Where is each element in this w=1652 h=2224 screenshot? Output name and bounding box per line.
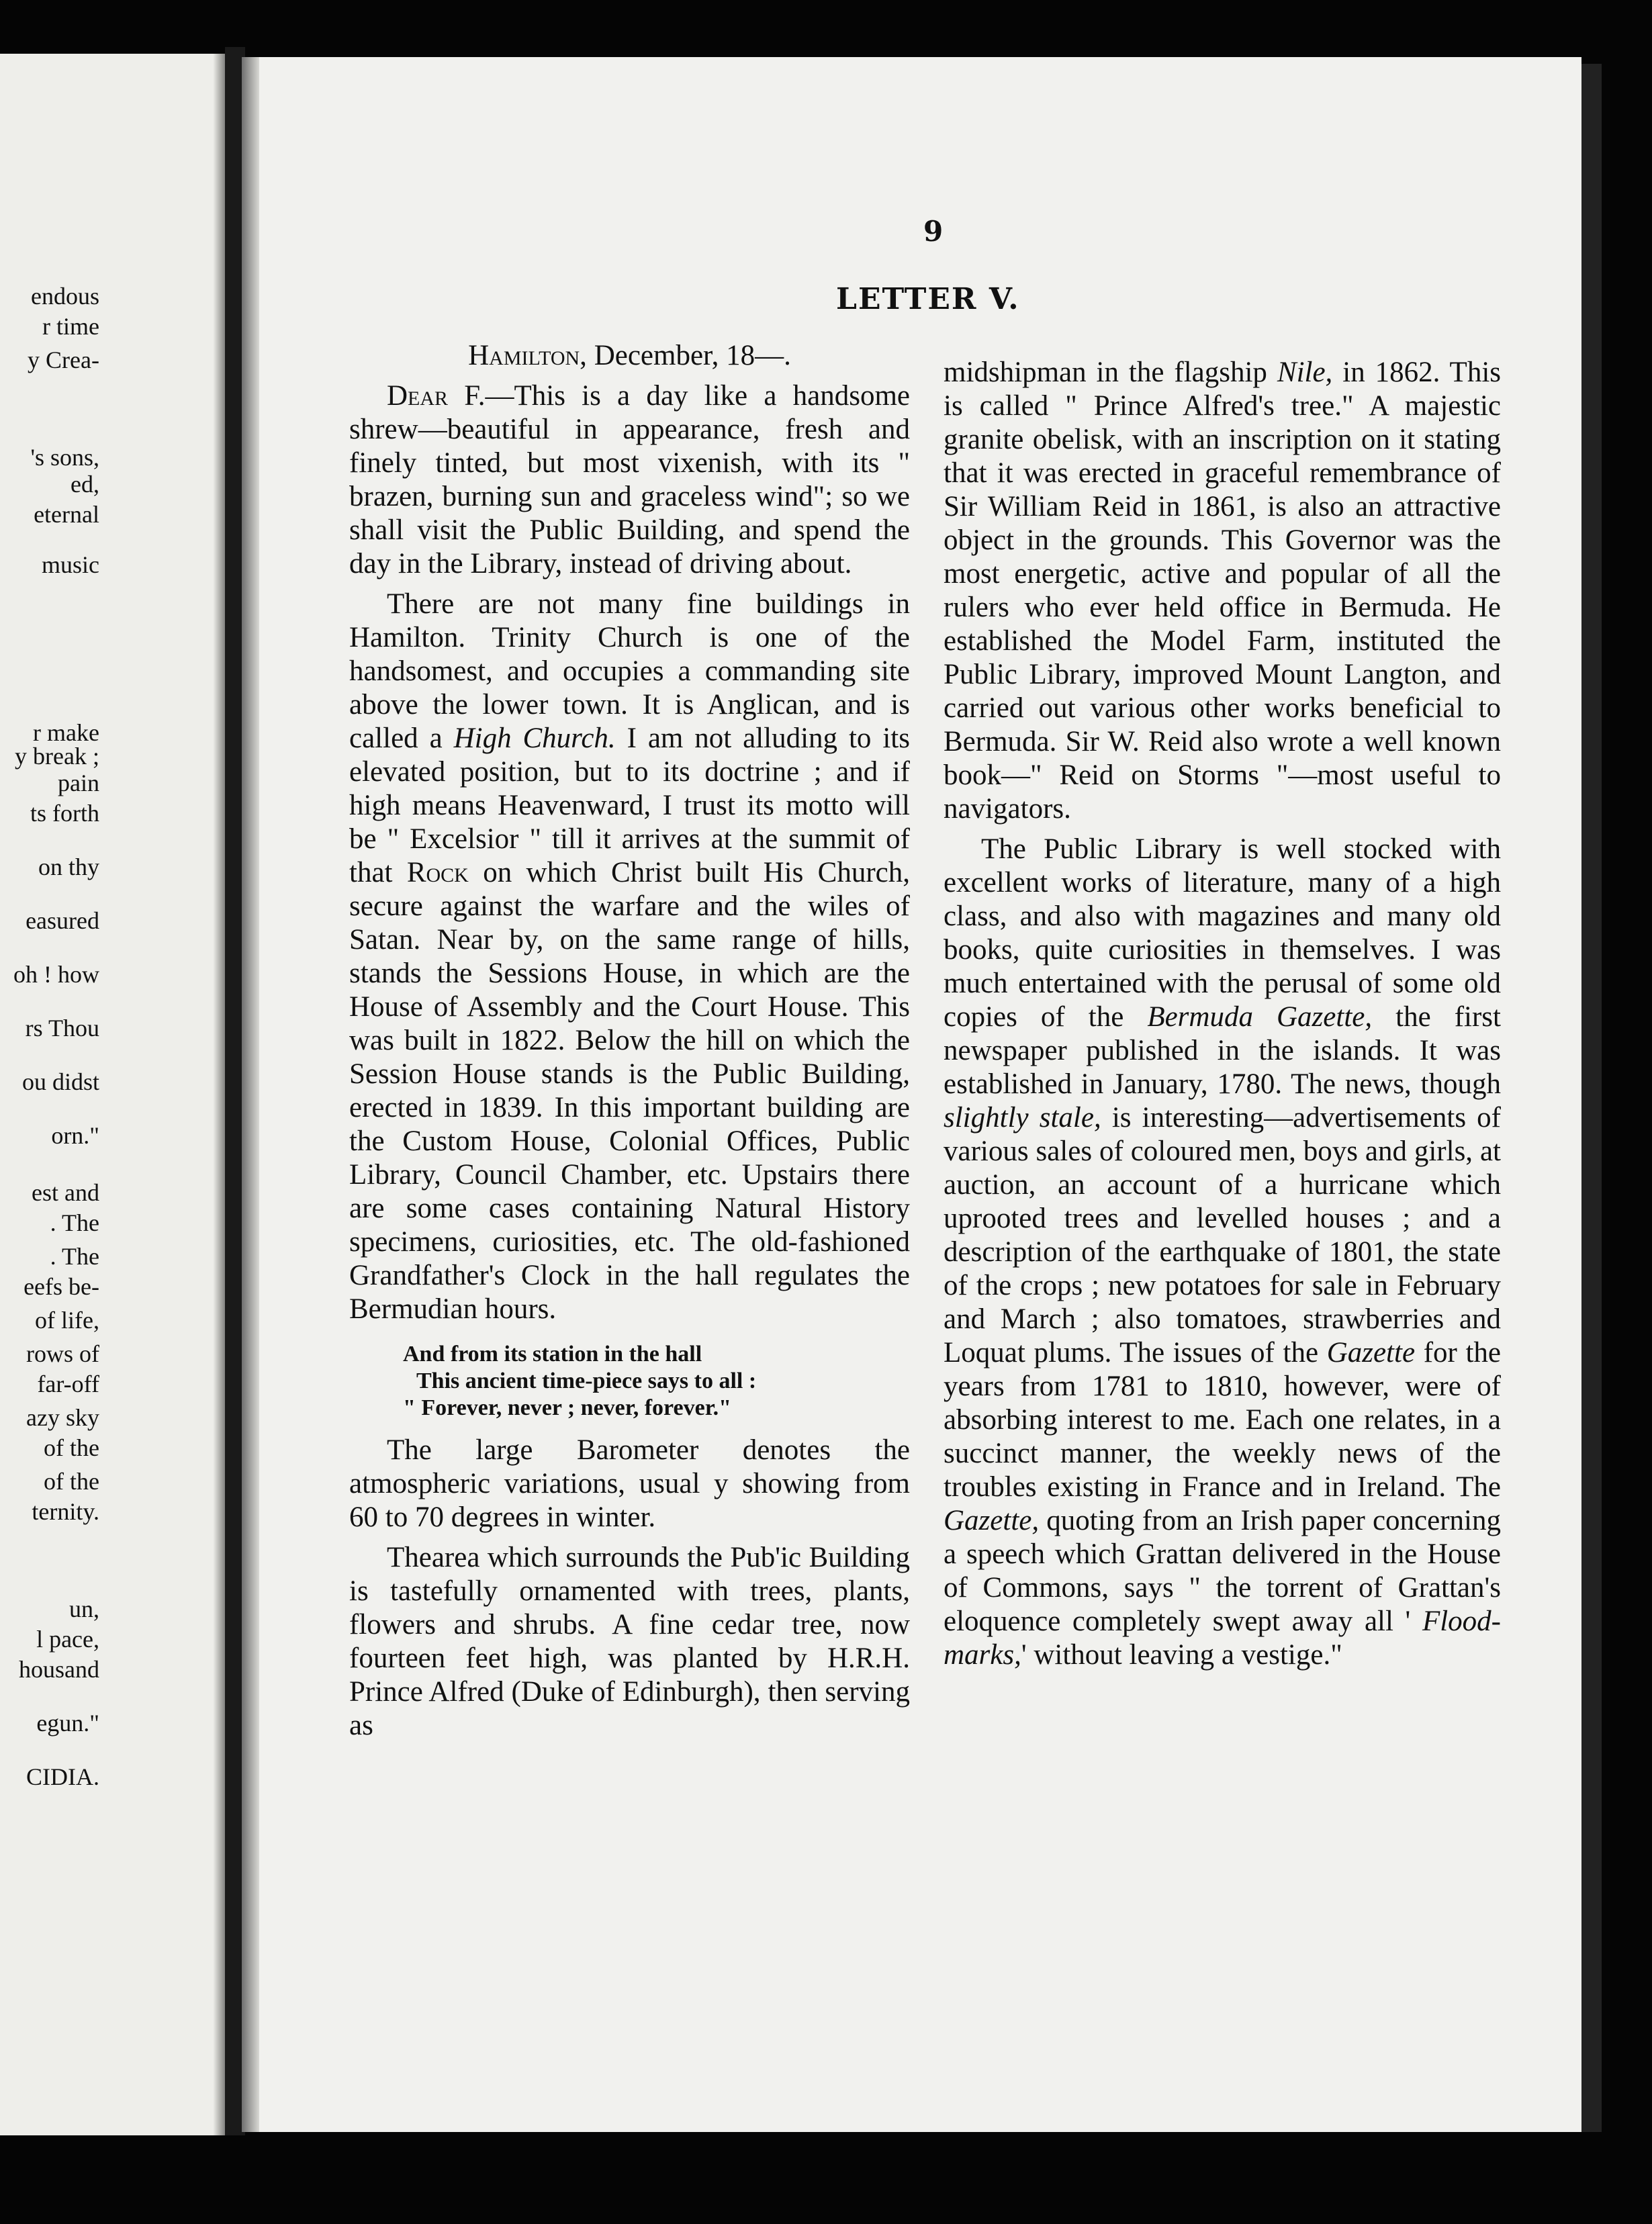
verse-line: This ancient time-piece says to all : <box>416 1369 757 1393</box>
left-page-fragment: orn." <box>51 1122 99 1149</box>
verse-quote <box>403 1341 910 1422</box>
left-page-fragment: y break ; <box>15 743 99 770</box>
paragraph-library <box>944 833 1501 1672</box>
left-page-fragment: endous <box>31 283 99 310</box>
left-page-fragment: of the <box>44 1468 99 1495</box>
dateline-place: Hamilton, <box>468 340 587 371</box>
library-italic-2: slightly stale, <box>944 1102 1101 1133</box>
library-text-d: for the years from 1781 to 1810, however, were of absorbing interest to me. Each one relates, in a succinct manner, the weekly news of the troubles existing in France and in Ireland. The <box>944 1337 1501 1503</box>
left-page-fragment: far-off <box>37 1371 99 1397</box>
dateline <box>349 339 910 373</box>
paragraph-2-text-c: on which Christ built His Church, secure against the warfare and the wiles of Satan. Near by, on the same range of hills, stands the Sessions House, in which are the House of Assembly and the Court House. This was built in 1822. Below the hill on which the Session House stands is the Public Building, erected in 1839. In this important building are the Custom House, Colonial Offices, Public Library, Council Chamber, etc. Upstairs there are some cases containing Natural History specimens, curiosities, etc. The old-fashioned Grandfather's Clock in the hall regulates the Bermudian hours. <box>349 857 911 1325</box>
left-page-shadow <box>213 54 225 2135</box>
left-page-fragment: . The <box>50 1243 99 1270</box>
left-page-fragment: housand <box>19 1656 99 1683</box>
left-page-fragment: eefs be- <box>24 1273 99 1300</box>
left-page-fragment: ternity. <box>32 1498 99 1525</box>
left-page-fragment: est and <box>32 1179 99 1206</box>
paragraph-2-text-b: I am not alluding to its elevated position, but to its doctrine ; and if high means Heavenward, I trust its motto will be " Excelsior " till it arrives at the summit of that <box>349 723 910 888</box>
left-page-fragment: ed, <box>71 471 99 498</box>
library-italic-5: Flood-marks, <box>944 1606 1501 1671</box>
text-column-right <box>944 356 1501 1672</box>
salutation: Dear <box>387 380 449 412</box>
left-page-fragment: r time <box>42 313 99 340</box>
left-page-fragment: ou didst <box>21 1068 99 1095</box>
library-text-a: The Public Library is well stocked with excellent works of literature, many of a high class, and also with magazines and many old books, quite curiosities in themselves. I was much entertained with the perusal of some old copies of the <box>944 833 1501 1033</box>
paragraph-4: Thearea which surrounds the Pub'ic Building is tastefully ornamented with trees, plants, flowers and shrubs. A fine cedar tree, now fourteen feet high, was planted by H.R.H. Prince Alfred (Duke of Edinburgh), then serving as <box>349 1542 910 1741</box>
verse-line: " Forever, never ; never, forever." <box>403 1395 732 1420</box>
left-page-fragment: eternal <box>34 501 99 528</box>
page-number: 9 <box>923 215 944 248</box>
paragraph-2-italic: High Church. <box>453 723 616 754</box>
library-italic-4: Gazette, <box>944 1505 1040 1536</box>
left-page-fragment: azy sky <box>26 1404 99 1431</box>
paragraph-2-rock: Rock <box>406 857 469 888</box>
dateline-date: December, 18—. <box>586 340 791 371</box>
left-page-fragment: CIDIA. <box>26 1763 99 1790</box>
library-italic-1: Bermuda Gazette, <box>1147 1001 1373 1033</box>
left-page-fragment: r make <box>33 719 99 746</box>
paragraph-2 <box>349 588 910 1326</box>
left-page-fragment: pain <box>58 770 99 796</box>
left-page-fragment: 's sons, <box>30 444 99 471</box>
left-page-fragment: rs Thou <box>25 1015 99 1041</box>
verse-line: And from its station in the hall <box>403 1342 702 1366</box>
left-page-fragment: un, <box>69 1595 99 1622</box>
text-column-left <box>349 339 910 1743</box>
left-page-fragment: on thy <box>38 853 99 880</box>
paragraph-1 <box>349 379 910 581</box>
library-text-b: the first newspaper published in the islands. It was established in January, 1780. The news, though <box>944 1001 1501 1100</box>
left-page-fragment: egun." <box>36 1710 99 1736</box>
paragraph-2-text-a: There are not many fine buildings in Hamilton. Trinity Church is one of the handsomest, and occupies a commanding site above the lower town. It is Anglican, and is called a <box>349 588 910 754</box>
right-page-edge <box>242 57 259 2132</box>
paragraph-3: The large Barometer denotes the atmospheric variations, usual y showing from 60 to 70 degrees in winter. <box>349 1434 910 1533</box>
left-page-fragment: ts forth <box>30 800 99 827</box>
left-page-fragment: of the <box>44 1434 99 1461</box>
continued-italic: Nile, <box>1277 357 1333 388</box>
left-page-fragment: easured <box>26 907 99 934</box>
letter-title: LETTER V. <box>836 282 1020 316</box>
paragraph-continued <box>944 356 1501 826</box>
left-page-fragment: music <box>42 551 99 578</box>
left-page-fragment: rows of <box>26 1340 99 1367</box>
left-page-fragment: of life, <box>35 1307 99 1334</box>
library-text-c: is interesting—advertisements of various sales of coloured men, boys and girls, at auction, an account of a hurricane which uprooted trees and levelled houses ; and a description of the earthquake of 1801, the state of the crops ; new potatoes for sale in February and March ; also tomatoes, strawberries and Loquat plums. The issues of the <box>944 1102 1501 1369</box>
library-text-f: ' without leaving a vestige." <box>1021 1639 1342 1671</box>
continued-text-b: in 1862. This is called " Prince Alfred's tree." A majestic granite obelisk, with an inscription on it stating that it was erected in graceful remembrance of Sir William Reid in 1861, is also an attractive object in the grounds. This Governor was the most energetic, active and popular of all the rulers who ever held office in Bermuda. He established the Model Farm, instituted the Public Library, improved Mount Langton, and carried out various other works beneficial to Bermuda. Sir W. Reid also wrote a well known book—" Reid on Storms "—most useful to navigators. <box>944 357 1501 825</box>
continued-text-a: midshipman in the flagship <box>944 357 1277 388</box>
left-page-fragment: oh ! how <box>13 961 99 988</box>
left-page-fragment: . The <box>50 1209 99 1236</box>
left-page-fragment: y Crea- <box>28 346 99 373</box>
paragraph-1-text: F.—This is a day like a handsome shrew—beautiful in appearance, fresh and finely tinted, but most vixenish, with its " brazen, burning sun and graceless wind"; so we shall visit the Public Building, and spend the day in the Library, instead of driving about. <box>349 380 910 580</box>
right-edge-shadow <box>1581 64 1602 2132</box>
left-page-fragment: l pace, <box>36 1626 99 1653</box>
library-italic-3: Gazette <box>1326 1337 1416 1369</box>
library-text-e: quoting from an Irish paper concerning a speech which Grattan delivered in the House of Commons, says " the torrent of Grattan's eloquence completely swept away all ' <box>944 1505 1501 1637</box>
